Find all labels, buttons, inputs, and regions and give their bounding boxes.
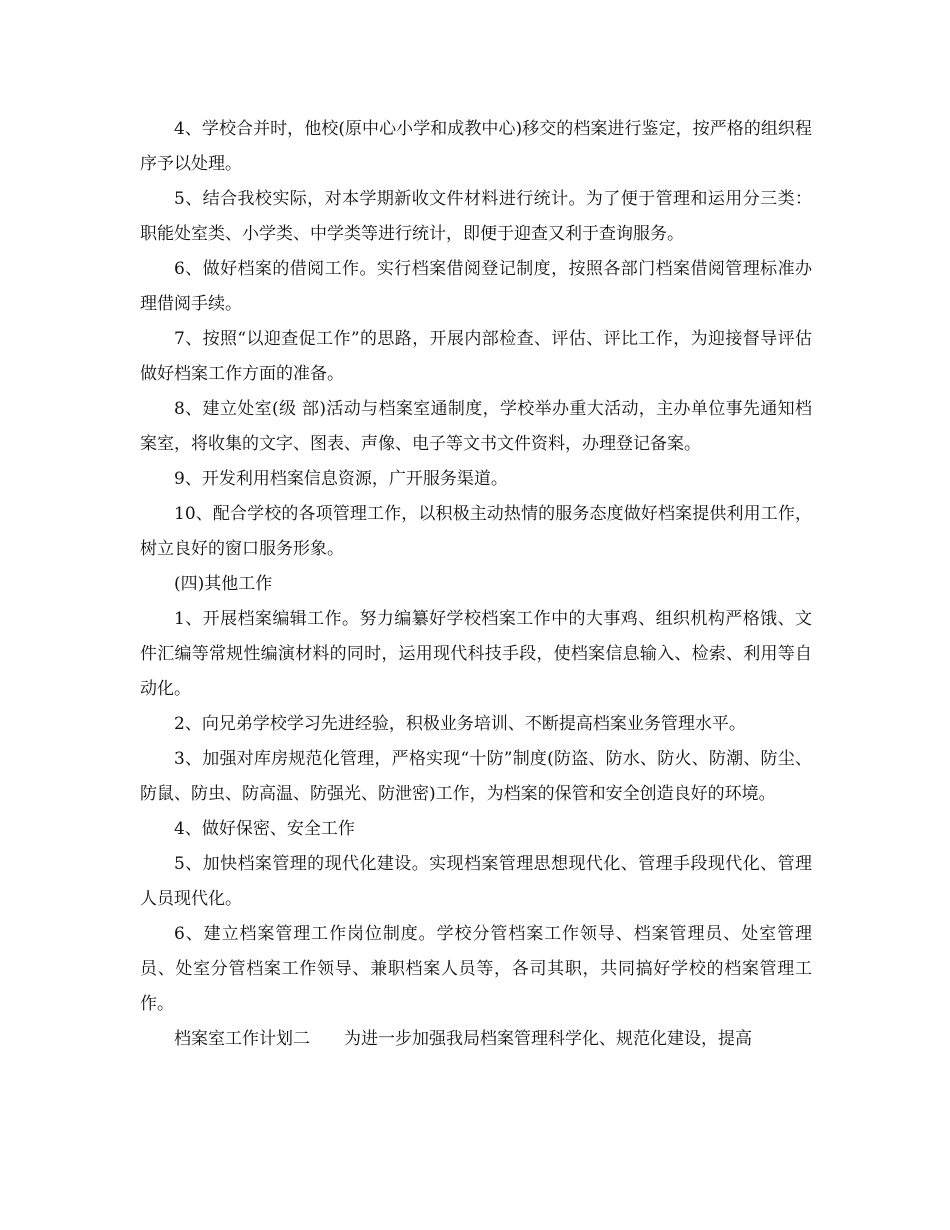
paragraph-plan-two-intro: 档案室工作计划二 为进一步加强我局档案管理科学化、规范化建设，提高 [174, 1029, 752, 1049]
paragraph-item-8-registration: 8、建立处室(级 部)活动与档案室通制度，学校举办重大活动，主办单位事先通知档案室，将收集的文字、图表、声像、电子等文书文件资料，办理登记备案。 [140, 399, 812, 454]
paragraph-other-4-security: 4、做好保密、安全工作 [174, 819, 355, 839]
paragraph-other-2-learning: 2、向兄弟学校学习先进经验，积极业务培训、不断提高档案业务管理水平。 [174, 714, 746, 734]
paragraph-other-6-responsibility: 6、建立档案管理工作岗位制度。学校分管档案工作领导、档案管理员、处室管理员、处室分管档案工作领导、兼职档案人员等，各司其职，共同搞好学校的档案管理工作。 [140, 924, 812, 1014]
paragraph-item-9-resources: 9、开发利用档案信息资源，广开服务渠道。 [174, 469, 508, 489]
paragraph-other-3-storage: 3、加强对库房规范化管理，严格实现“十防”制度(防盗、防水、防火、防潮、防尘、防鼠、防虫、防高温、防强光、防泄密)工作，为档案的保管和安全创造良好的环境。 [140, 749, 812, 804]
section-heading-other-work: (四)其他工作 [174, 574, 273, 594]
paragraph-item-5-statistics: 5、结合我校实际，对本学期新收文件材料进行统计。为了便于管理和运用分三类：职能处室类、小学类、中学类等进行统计，即便于迎查又利于查询服务。 [140, 189, 812, 244]
paragraph-other-5-modernization: 5、加快档案管理的现代化建设。实现档案管理思想现代化、管理手段现代化、管理人员现代化。 [140, 854, 812, 909]
paragraph-item-6-borrowing: 6、做好档案的借阅工作。实行档案借阅登记制度，按照各部门档案借阅管理标准办理借阅手续。 [140, 259, 812, 314]
paragraph-item-7-inspection: 7、按照“以迎查促工作”的思路，开展内部检查、评估、评比工作，为迎接督导评估做好档案工作方面的准备。 [140, 329, 812, 384]
paragraph-other-1-editing: 1、开展档案编辑工作。努力编纂好学校档案工作中的大事鸡、组织机构严格饿、文件汇编等常规性编演材料的同时，运用现代科技手段，使档案信息输入、检索、利用等自动化。 [140, 609, 812, 699]
document-body [140, 112, 812, 1057]
paragraph-item-4-appraisal: 4、学校合并时，他校(原中心小学和成教中心)移交的档案进行鉴定，按严格的组织程序予以处理。 [140, 119, 812, 174]
paragraph-item-10-service: 10、配合学校的各项管理工作，以积极主动热情的服务态度做好档案提供利用工作，树立良好的窗口服务形象。 [140, 504, 812, 559]
